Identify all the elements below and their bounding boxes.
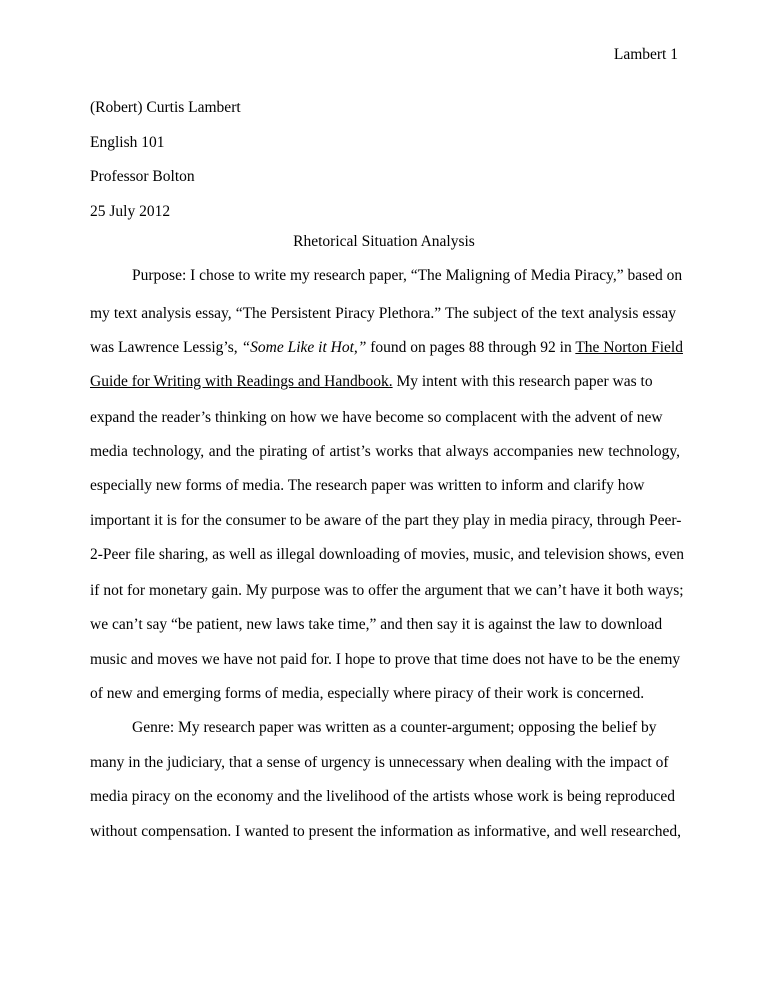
running-header: Lambert 1 — [613, 46, 678, 63]
purpose-line-12: music and moves we have not paid for. I hope to prove that time does not have to be the enemy — [90, 651, 681, 668]
genre-line-2: many in the judiciary, that a sense of urgency is unnecessary when dealing with the impact of — [90, 754, 669, 771]
purpose-line-5: expand the reader’s thinking on how we have become so complacent with the advent of new — [90, 409, 663, 426]
purpose-line-1: Purpose: I chose to write my research paper, “The Maligning of Media Piracy,” based on — [132, 267, 683, 284]
purpose-line-2: my text analysis essay, “The Persistent Piracy Plethora.” The subject of the text analysis essay — [90, 305, 676, 322]
genre-line-4: without compensation. I wanted to present the information as informative, and well researched, — [90, 823, 681, 840]
genre-line-1: Genre: My research paper was written as a counter-argument; opposing the belief by — [132, 719, 657, 736]
purpose-line-9: 2-Peer file sharing, as well as illegal downloading of movies, music, and television shows, even — [90, 546, 685, 563]
document-title: Rhetorical Situation Analysis — [293, 233, 475, 250]
date: 25 July 2012 — [90, 203, 171, 220]
cited-book-title-part-1: The Norton Field — [575, 339, 683, 356]
genre-line-3: media piracy on the economy and the livelihood of the artists whose work is being reproduced — [90, 788, 675, 805]
cited-book-title-part-2: Guide for Writing with Readings and Handbook. — [90, 373, 393, 390]
purpose-line-3 — [90, 340, 683, 356]
purpose-line-4 — [90, 374, 653, 390]
purpose-line-3-text-c: found on pages 88 through 92 in — [366, 339, 576, 356]
cited-title-some-like-it-hot: “Some Like it Hot,” — [241, 339, 367, 356]
purpose-line-4-text-b: My intent with this research paper was to — [392, 373, 653, 390]
purpose-line-6: media technology, and the pirating of artist’s works that always accompanies new technology, — [90, 443, 680, 460]
purpose-line-10: if not for monetary gain. My purpose was to offer the argument that we can’t have it both ways; — [90, 582, 684, 599]
purpose-line-3-text-a: was Lawrence Lessig’s, — [90, 339, 242, 356]
purpose-line-7: especially new forms of media. The research paper was written to inform and clarify how — [90, 477, 645, 494]
purpose-line-13: of new and emerging forms of media, especially where piracy of their work is concerned. — [90, 685, 645, 702]
purpose-line-11: we can’t say “be patient, new laws take time,” and then say it is against the law to download — [90, 616, 663, 633]
course-name: English 101 — [90, 134, 165, 151]
professor-name: Professor Bolton — [90, 168, 195, 185]
author-name: (Robert) Curtis Lambert — [90, 99, 241, 116]
purpose-line-8: important it is for the consumer to be aware of the part they play in media piracy, through Peer- — [90, 512, 682, 529]
